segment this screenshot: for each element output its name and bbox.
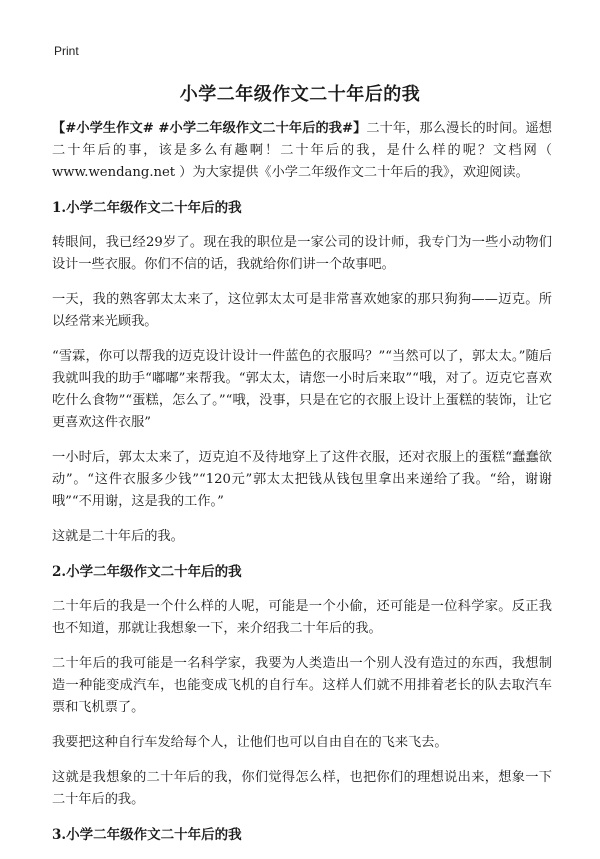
paragraph: 这就是我想象的二十年后的我，你们觉得怎么样，也把你们的理想说出来，想象一下二十年后的我。: [52, 770, 552, 807]
paragraph: 一天，我的熟客郭太太来了，这位郭太太可是非常喜欢她家的那只狗狗——迈克。所以经常来光顾我。: [52, 292, 552, 329]
article-body: [52, 118, 552, 859]
intro-paragraph: [52, 118, 552, 184]
print-link[interactable]: Print: [54, 44, 79, 58]
paragraph: 二十年后的我是一个什么样的人呢，可能是一个小偷，还可能是一位科学家。反正我也不知道，那就让我想象一下，来介绍我二十年后的我。: [52, 599, 552, 636]
paragraph: 转眼间，我已经29岁了。现在我的职位是一家公司的设计师，我专门为一些小动物们设计一些衣服。你们不信的话，我就给你们讲一个故事吧。: [52, 235, 552, 272]
section-heading: 2.小学二年级作文二十年后的我: [52, 564, 242, 580]
paragraph: 我要把这种自行车发给每个人，让他们也可以自由自在的飞来飞去。: [52, 735, 448, 750]
paragraph: 一小时后，郭太太来了，迈克迫不及待地穿上了这件衣服，还对衣服上的蛋糕“蠢蠢欲动”。“这件衣服多少钱”“120元”郭太太把钱从钱包里拿出来递给了我。“给，谢谢哦”“不用谢，这是我的工作。”: [52, 450, 552, 509]
section-heading: 3.小学二年级作文二十年后的我: [52, 827, 242, 843]
paragraph: 二十年后的我可能是一名科学家，我要为人类造出一个别人没有造过的东西，我想制造一种能变成汽车，也能变成飞机的自行车。这样人们就不用排着老长的队去取汽车票和飞机票了。: [52, 656, 552, 715]
document-title: 小学二年级作文二十年后的我: [179, 84, 421, 105]
section-heading: 1.小学二年级作文二十年后的我: [52, 200, 242, 216]
paragraph: 这就是二十年后的我。: [52, 529, 184, 544]
intro-tags: 【#小学生作文# #小学二年级作文二十年后的我#】: [52, 121, 367, 136]
paragraph: “雪霖，你可以帮我的迈克设计设计一件蓝色的衣服吗？”“当然可以了，郭太太。”随后我就叫我的助手“嘟嘟”来帮我。“郭太太，请您一小时后来取”“哦，对了。迈克它喜欢吃什么食物”“蛋糕，怎么了。”“哦，没事，只是在它的衣服上设计上蛋糕的装饰，让它更喜欢这件衣服”: [52, 349, 552, 430]
intro-text: 二十年，那么漫长的时间。遥想二十年后的事，该是多么有趣啊！二十年后的我，是什么样的呢？文档网（ www.wendang.net ）为大家提供《小学二年级作文二十年后的我》，欢迎阅读。: [52, 121, 552, 180]
